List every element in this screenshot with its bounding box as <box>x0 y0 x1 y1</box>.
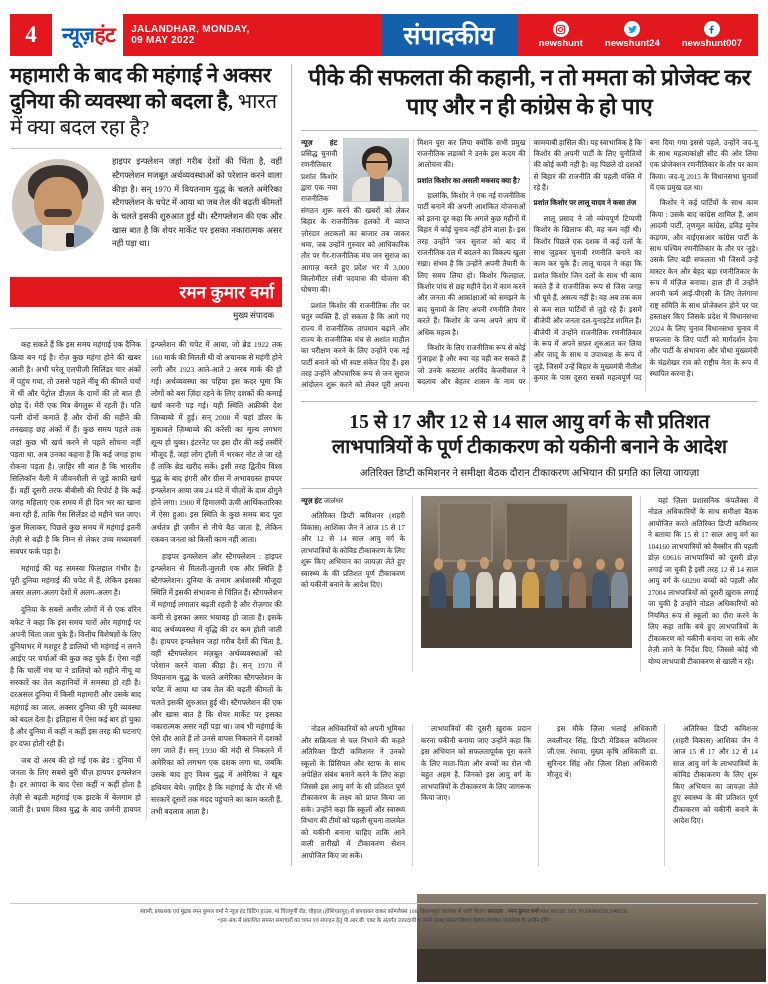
editorial-body <box>10 339 282 819</box>
bottom-photo-wrap <box>421 496 632 673</box>
officials-inset-photo <box>415 892 768 984</box>
masthead <box>10 14 758 56</box>
editorial-headline <box>10 64 282 141</box>
bottom-text-column <box>301 724 413 866</box>
section-title: संपादकीय <box>382 14 517 56</box>
footer-imprint <box>22 908 746 917</box>
place-label: जालंधर <box>323 496 344 505</box>
subhead-text: प्रशांत किशोर का असली मकसद क्या है? <box>417 176 521 185</box>
bottom-text-column <box>421 724 539 866</box>
bottom-paragraph: लाभपात्रियों की दूसरी ख़ुराक प्रदान करना यकीनी बनाया जाए उन्होंने कहा कि इस अभियान को सफलतापूर्वक पूरा करने के लिए माता-पिता और बच्चों का रोल भी बहुत अहम है, जिनको इस आयु वर्ग के लाभपात्रियों के टीकाकरण के लिए जागरूक किया जाए। <box>421 725 531 803</box>
editor-block <box>10 155 282 273</box>
page-footer <box>0 908 768 926</box>
bottom-paragraph: यहां ज़िला प्रशासनिक कंपलैक्स में नोडल अधिकारियों के साथ समीक्षा बैठक आयोजित करते अतिरिक्त डिप्टी कमिशनर ने बताया कि 15 से 17 साल आयु वर्ग का 104160 लाभपात्रियों को वैक्सीन की पहली डोज़ 69616 लाभपात्रियों को दूसरी डोज़ लगाई जा चुकी है इसी तरह 12 से 14 साल आयु वर्ग के 60290 बच्चों को पहली और 27004 लाभपात्रियों को दूसरी ख़ुराक लगाई जा चुकी है उन्होंने नोडल अधिकारियों को नियमित रूप से स्कूलों का दौरा करने के लिए कहा ताकि बचे हुए लाभपात्रियों के टीकाकरण को यकीनी बनाया जा सके और तेज़ी लाने के निर्देश दिए, जिससे कोई भी योग्य लाभपात्री टीकाकरण से खाली न रहे। <box>648 496 758 666</box>
social-links <box>517 14 758 56</box>
footer-legal: *इस अंक में प्रकाशित समस्त समाचारों का चयन एवं संपादन हेतु पी.आर.बी. एक्ट के अंतर्गत उत्तरदायी व उनसे उत्पन्न समस्त विवाद केवल जालंधर न्यायालय के अधीन होंगे। <box>217 918 551 925</box>
editorial-intro: हाइपर इन्फ्लेशन जहां गरीब देशों की चिंता है, वहीं स्टैगफ्लेशन मजबूत अर्थव्यवस्थाओं को परेशान करने वाला कीड़ा है। सन् 1970 में वियतनाम युद्ध के चलते अमेरिका स्टैगफ्लेशन के चपेट में आया था जब तेल की बढ़ती कीमतों के चलते इसकी शुरुआत हुई थी। स्टैगफ्लेशन की एक और खास बात है कि शेयर मार्केट पर इसका नकारात्मक असर नहीं पड़ा था। <box>112 157 282 249</box>
social-facebook[interactable] <box>682 21 742 49</box>
main-paragraph: लालू प्रसाद ने जो व्यंग्यपूर्ण टिप्पणी किशोर के खिलाफ की, वह कम नहीं थी। किशोर पिछले एक दशक में कई दलों के साथ जुड़कर चुनावी रणनीति बनाने का काम कर चुके हैं। लालू यादव ने कहा कि प्रशांत किशोर जिन दलों के साथ भी काम करते हैं वे राजनीतिक रूप से जिस जगह भी घूमे हैं, असत्य नहीं है। वह अब तक कम से कम सात पार्टियों से जुड़े रहे हैं। इसमें बीजेपी और जनता दल-युनाइटेड शामिल हैं। बीजेपी में उन्होंने राजनीतिक रणनीतिकार के रूप में अपने सफ़र शुरुआत कर लिया और जादू के साथ व उपाध्यक्ष के रूप में जुड़े, जिसमें उन्हें बिहार के मुख्यमंत्री नीतीश कुमार के पास दूसरा सबसे महत्वपूर्ण पद बना दिया गया इससे पहले, उन्होंने जद-यू के साथ महत्वाकांक्षी सीट की ओर लिया एक प्रोजेक्शन रणनीतिकार के तौर पर काम किया। जद-यू 2015 के विधानसभा चुनावों में एक प्रमुख दल था। <box>533 138 758 383</box>
divider <box>301 488 758 489</box>
bottom-paragraph: अतिरिक्त डिप्टी कमिशनर (शहरी विकास) आशिका जैन ने आज 15 से 17 और 12 से 14 साल आयु वर्ग के लाभपात्रियों के कोविड टीकाकरण के लिए शुरू किए अभियान का जायज़ा लेते हुए स्वास्थ्य के की प्रतिशत पूर्ण टीकाकरण को यकीनी बनाने के आदेश दिए। <box>301 512 405 590</box>
editor-role: मुख्य संपादक <box>233 310 274 321</box>
bottom-dateline <box>301 496 405 508</box>
meeting-hall-photo <box>421 496 632 648</box>
subhead-text: प्रशांत किशोर पर लालू यादव ने कसा तंज <box>533 199 637 208</box>
social-twitter[interactable] <box>605 21 660 49</box>
main-paragraph: किशोर ने कई पार्टियों के साथ काम किया : उसके बाद कांग्रेस शामिल हैं, आम आदमी पार्टी, तृणमूल कांग्रेस, द्रविड़ मुनेत्र कड़गम, और वाईएसआर कांग्रेस पार्टी के साथ पश्चिम रणनीतिकार के तौर पर जुड़े। उसके लिए बड़ी सफलता भी जिसमें उन्हें मास्टर केन और बेहद बड़ा रणनीतिकार के रूप में मंज़िल बनाया। हाल ही में उन्होंने अपनी फर्म आई-पीएसी के लिए तेलंगाना राष्ट्र समिति के साथ प्रोजेक्शन होने पर पर हस्ताक्षर किए जिसके प्रदेश में विधानसभा 2024 के लिए चुनाव विधानसभा चुनाव में सफलता के लिए पार्टी को मार्गदर्शन देना और पार्टी के संभावना और चौथा मुख्यमंत्री के चंद्रशेखर राव को राष्ट्रीय नेता के रूप में स्थापित करना है। <box>649 199 758 379</box>
logo-text-primary: न्यूज़ <box>62 24 95 47</box>
bottom-text-column <box>547 724 665 866</box>
instagram-handle: newshunt <box>538 38 583 49</box>
bottom-paragraph: नोडल अधिकारियों को अपनी भूमिका और सक्रियता से चल निभाने की कहते अतिरिक्त डिप्टी कमिशनर ने उनको स्कूलों के प्रिंसिपल और स्टाफ के साथ अपेक्षित संबंध बनाने करने के लिए कहा जिससे इस आयु वर्ग के सौ प्रतिशत पूर्ण टीकाकरण के लक्ष्य को प्राप्त किया जा सके। उन्होंने कहा कि स्कूलों और स्वास्थ्य विभाग की टीमों को पहली सूचना तालमेल को यकीनी बनाना चाहिए ताकि आने वाली तारीख़ों में टीकाकरण सेशन आयोजित किए जा सकें। <box>301 725 405 860</box>
page-body <box>10 64 758 866</box>
edition-date <box>123 14 259 56</box>
social-instagram[interactable] <box>539 21 583 49</box>
masthead-spacer-left <box>260 14 382 56</box>
page-number: 4 <box>10 14 52 56</box>
divider <box>301 401 758 402</box>
editor-name: रमन कुमार वर्मा <box>10 277 282 307</box>
editorial-paragraph: दुनिया के सबसे अमीर लोगों में से एक वॉरेन बफेट ने कहा कि इस समय चारों ओर महंगाई पर अपनी चिंता जता चुके हैं। वित्तीय विशेषज्ञों के लिए दुनियाभर में मशहूर है डालियो भी महंगाई न लगने आईए पर चर्चाओं की कुछ कह चुके हैं। ऐसा नहीं है कि चालीं मंच या ने डालियो को महीने नीचू या सरकारें का तेल कहानियों में समस्या हो रही है। दरअसल दुनिया में किसी महामारी और उसके बाद महंगाई का जाल, अक्सर दुनिया की पूरी व्यवस्था को बदल देता है। इतिहास में ऐसा कई बार हो चुका है और दुनिया में कहीं न कहीं इस तरह की घटनाएं हर दफा होती रही हैं। <box>10 605 141 748</box>
avatar <box>12 159 104 251</box>
source-label: न्यूज़ हंट <box>301 138 338 147</box>
editorial-headline-bold: महामारी के बाद की महंगाई ने अक्सर दुनिया की व्यवस्था को बदला है, <box>10 65 271 113</box>
footer-editor: संपादक : रमन कुमार वर्मा <box>487 909 539 916</box>
twitter-icon <box>624 21 640 37</box>
edition-place-day: JALANDHAR, MONDAY, <box>131 23 250 35</box>
divider <box>10 148 282 149</box>
twitter-handle: newshunt24 <box>604 38 660 49</box>
prashant-kishor-photo <box>343 138 409 202</box>
bottom-subhead: अतिरिक्त डिप्टी कमिशनर ने समीक्षा बैठक दौरान टीकाकरण अभियान की प्रगति का लिया जायज़ा <box>359 467 700 479</box>
edition-date-value: 09 MAY 2022 <box>131 35 195 46</box>
source-label: न्यूज़ हंट <box>301 496 322 505</box>
editorial-headline-light: भारत में क्या बदल रहा है? <box>10 90 277 139</box>
main-column <box>292 64 758 866</box>
bottom-paragraph: इस मौके ज़िला भलाई अधिकारी लवलीन्दर सिंह, डिप्टी मेडिकल कमिशनर जी.एस. रंधावा, मुख्य कृषि अधिकारी डा. सुरिन्दर सिंह और ज़िला शिक्षा अधिकारी मौजूद थे। <box>547 725 657 780</box>
footer-imprint-text: स्वामी, प्रकाशक एवं मुद्रक रमन कुमार वर्मा ने न्यूज़ हंट प्रिंटिंग हाउस, मां चिंतपूर्णी रोड, चौहाल (होशियारपुर) से छपवाकर वाकर कॉम्प्लैक्स 106, किशनपुरा जालंधर से जारी किया। <box>140 909 487 916</box>
main-paragraph: हालांकि, किशोर ने एक नई राजनीतिक पार्टी बनाने की अपनी आशंकित योजनाओं को इतना दूर कहा कि अगले कुछ महीनों में बिहार में कोई चुनाव नहीं होने वाला है। इस तरह उन्होंने 'जन सुराज' को बाद में राजनीतिक दल में बदलने का विकल्प खुला रखा। संभव है कि उन्होंने अपनी तैयारी के लिए समय लिया हो। किशोर फिलहाल, किशोर पांच से छह महीने देश में काम करने और जनता की आकांक्षाओं को समझने के बाद चुनावों के लिए अपनी रणनीति तैयार करते हैं। किशोर के जन्म अपने आप में अधिक महत्व है। <box>417 192 526 337</box>
footer-divider <box>10 903 758 904</box>
editorial-column <box>10 64 292 866</box>
divider <box>10 328 282 329</box>
editorial-paragraph-subhead: जब दो अरब की हो गई एक ब्रेड : दुनिया में जनता के लिए सबसे बुरी चीज़ हायपर इन्फ्लेशन है। हर आपदा के बाद ऐसा कहीं न कहीं होता है तेज़ी से बढ़ती महंगाई एक झटके में बेलगाम हो जाती है। प्रथम विश्व युद्ध के बाद जर्मनी हायपर इन्फ्लेशन की चपेट में आया, जो ब्रेड 1922 तक 160 मार्क की मिलती थी वो अचानक से महंगी होने लगी और 1923 आते-आते 2 अरब मार्क की हो गई। अर्थव्यवस्था का पहिया इस कदर घूमा कि लोगों को बस ज़िंदा रहने के लिए दशकों की कमाई खर्च करनी पड़ गई। यही स्थिति अफ्रीकी देश जिम्बाब्वे में हुई। सन् 2008 में यहां डॉलर के मुकाबले ज़िम्बाब्वे की करेंसी का मूल्य लगभग शून्य हो चुका। इंटरनेट पर इस दौर की कई तस्वीरें मौजूद हैं, जहां लोग ट्रॉली में भरकर नोट ले जा रहे हैं ताकि ब्रेड खरीद सकें। इसी तरह द्वितीय विश्व युद्ध के बाद हंगरी और ग्रीस में अभावग्रस्त हायपर इन्फ्लेशन आया जब 24 घंटे में चीज़ों के दाम दोगुने होने लगा। 1900 में हिमालयी ऊंची आर्थिकतारिका में ऐसा हुआ। इस स्थिति के कुछ समय बाद पूरा अर्थतंत्र ही ज़मीन से नीचे बैठ जाता है, लेकिन रकबन जनता को किसी काम नहीं आता। <box>10 340 282 814</box>
editorial-paragraph: कह सकते हैं कि इस समय महंगाई एक दैनिक क्रिया बन गई है। रोज़ कुछ महंगा होने की खबर आती है। अभी घरेलू एलपीजी सिलिंडर चार अंकों में पहुंच गया, तो उससे पहले नींबू की कीमतें चर्चा में थीं और पेट्रोल डीज़ल के दामों की तो बात ही छोड़ दें। मेरी एक मित्र बेंगलुरू में रहती हैं। पति पत्नी दोनों कमाते हैं और दोनों की महीने की तनख्वाह छह अंकों में हैं। कुछ समय पहले तक जहां कुछ भी खर्च करने से पहले सोचना नहीं पड़ता था, अब उनका कहना है कि कई जगह हाथ रोकना पड़ता है। ज़ाहिर सी बात है कि भारतीय सिलिकॉन वैली में जीवनशैली से जुड़े काफ़ी खर्च हैं। वहीं दूसरी तरफ बीबीसी की रिपोर्ट है कि कई जगह महिलाएं एक समय में ही दिन भर का खाना बना रही हैं, ताकि गैस सिलेंडर दो महीने चल जाए। कुल मिलाकर, पिछले कुछ समय में महंगाई इतनी तेज़ी से बढ़ी है कि निम्न से लेकर उच्च मध्यमवर्ग सबपर फर्क पड़ा है। <box>10 340 141 556</box>
bottom-headline: 15 से 17 और 12 से 14 साल आयु वर्ग के सौ प्रतिशत लाभपात्रियों के पूर्ण टीकाकरण को यकीनी बनाने के आदेश <box>332 411 727 459</box>
bottom-text-column <box>640 496 758 673</box>
divider <box>301 130 758 131</box>
main-paragraph: किशोर के लिए राजनीतिक रूप से कोई गुंजाइश है और क्या वह वही कर सकते हैं जो उनके कस्टमर अरविंद केजरीवाल ने बदलाव और बेहतर शासन के नाम पर कामयाबी हासिल की। यह स्वाभाविक है कि किशोर की अपनी पार्टी के लिए चुनौतियों की कोई कमी नहीं है। वह पिछले दो दशकों से बिहार की राजनीति की पहली पंक्ति में रहे हैं। <box>417 138 642 387</box>
newshunt-logo <box>52 14 123 56</box>
editorial-paragraph: महंगाई की यह समस्या फिलहाल गंभीर है। पूरी दुनिया महंगाई की चपेट में हैं, लेकिन इसका असर अलग-अलग देशों में अलग-अलग है। <box>10 564 141 598</box>
footer-rni: RNI REGD. NO. PUNHIN/2013/48236 <box>540 909 628 916</box>
logo-text-secondary: हंट <box>94 24 116 47</box>
editorial-paragraph-subhead: हाइपर इन्फ्लेशन और स्टैगफ्लेशन : हाइपर इन्फ्लेशन से मिलती-जुलती एक और स्थिति है स्टैगफ्लेशन। दुनिया के तमाम अर्थशास्त्री मौजूदा स्थिति में इसकी संभावना से चिंतित हैं। स्टैगफ्लेशन में महंगाई लगातार बढ़ती रहती है और रोज़गार की कमी से इसका असर भयावह हो जाता है। इसके बाद अर्थव्यवस्था में वृद्धि की दर कम होती जाती है। हायपर इन्फ्लेशन जहां गरीब देशों की चिंता है, वहीं स्टैगफ्लेशन मज़बूत अर्थव्यवस्थाओं को परेशान करने वाला कीड़ा है। सन् 1970 में वियतनाम युद्ध के चलते अमेरिका स्टैगफ्लेशन के चपेट में आया था जब तेल की बढ़ती कीमतों के चलते इसकी शुरुआत हुई थी। स्टैगफ्लेशन की एक और खास बात है कि शेयर मार्केट पर इसका नकारात्मक असर नहीं पड़ा था। जब भी महंगाई के ऐसे दौर आते हैं तो उनसे वापस निकलने में दशकों लग जाते हैं। सन् 1930 की मंदी से निकलने में अमेरिका को लगभग एक दशक लगा था, जबकि उसके बाद हुए विश्व युद्ध में अमेरिका ने खूब हथियार बेचे। ज़ाहिर है कि महंगाई के दौर में भी सरकारें दूसरों तक मदद पहुंचाने का काम करती हैं, तभी बदलाव आता है। <box>151 551 282 816</box>
bottom-text-column <box>301 496 413 673</box>
main-subhead-next <box>534 198 642 209</box>
main-headline: पीके की सफलता की कहानी, न तो ममता को प्रोजेक्ट कर पाए और न ही कांग्रेस के हो पाए <box>308 65 751 119</box>
facebook-icon <box>704 21 720 37</box>
instagram-icon <box>553 21 569 37</box>
main-story-body <box>301 138 758 392</box>
bottom-text-column <box>673 724 758 866</box>
facebook-handle: newshunt007 <box>681 38 742 49</box>
bottom-story-top <box>301 496 758 673</box>
main-paragraph: प्रसिद्ध चुनावी रणनीतिकार प्रशांत किशोर द्वारा एक नया राजनीतिक संगठन शुरू करने की खबरों को लेकर बिहार के राजनीतिक हलकों में व्याप्त ज़ोरदार अटकलों का बाजार तब जाकर थमा, जब उन्होंने गुरुवार को आधिकारिक तौर पर गैर-राजनीतिक मंच जन सुराज का आगाज़ करते हुए प्रदेश भर में 3,000 किलोमीटर लंबी पदयात्रा की योजना की घोषणा की। <box>301 149 410 295</box>
bottom-paragraph: अतिरिक्त डिप्टी कमिशनर (शहरी विकास) आशिका जैन ने आज 15 से 17 और 12 से 14 साल आयु वर्ग के लाभपात्रियों के कोविड टीकाकरण के लिए शुरू किए अभियान का जायज़ा लेते हुए स्वास्थ्य के की प्रतिशत पूर्ण टीकाकरण को यकीनी बनाने के आदेश दिए। <box>673 725 758 826</box>
main-paragraph: प्रशांत किशोर की राजनीतिक तौर पर चतुर व्यक्ति हैं, हो सकता है कि आगे गए राज्य में राजनीतिक तापमान बढ़ाने और राज्य के राजनीतिक मंच से अशांत माहौल का परीक्षण करने के लिए उन्होंने एक नई पार्टी बनाने को भी स्पष्ट संकेत दिए हैं। इस तरह उन्होंने औपचारिक रूप से जन सुराज आंदोलन शुरू करने को लेकर पूरी अपना मिशन पूरा कर लिया क्योंकि सभी प्रमुख राजनीतिक लड़ाकों ने उनके इस कदम की आलोचना की। <box>301 138 526 390</box>
main-subhead-purpose <box>417 176 525 187</box>
bottom-story-lower <box>301 724 758 866</box>
